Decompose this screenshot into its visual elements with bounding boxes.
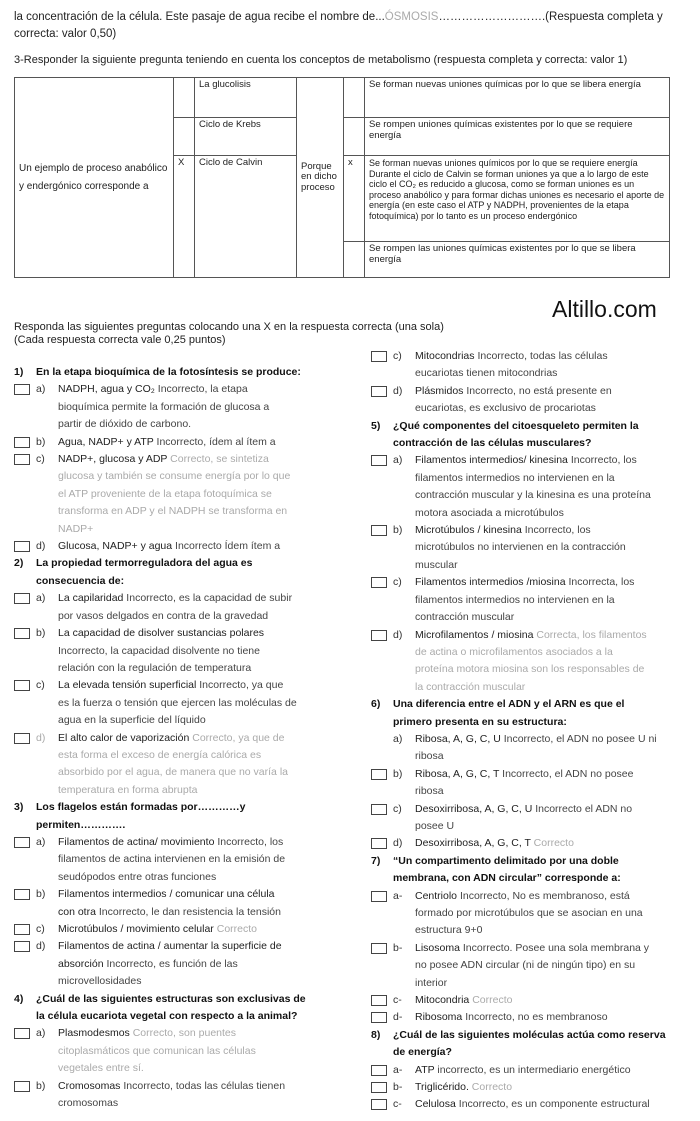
option-4d[interactable]: d) Plásmidos Incorrecto, no está presente en eucariotas, es exclusivo de procariotas [371, 383, 691, 418]
question-7: 7) “Un compartimento delimitado por una doble membrana, con ADN circular” corresponde a: [371, 854, 621, 885]
option-7a[interactable]: a- Centriolo Incorrecto, No es membranoso, está formado por microtúbulos que se asocian en una estructura 9+0 [371, 888, 691, 940]
checkbox[interactable] [14, 941, 30, 952]
checkbox[interactable] [14, 593, 30, 604]
option-3b[interactable]: b) Filamentos intermedios / comunicar una célula con otra Incorrecto, le dan resistencia la tensión [14, 886, 329, 921]
reason-text: Se rompen las uniones químicas existentes por lo que se libera energía [365, 242, 670, 278]
checkbox[interactable] [371, 455, 387, 466]
question-8: 8) ¿Cuál de las siguientes moléculas actúa como reserva de energía? [371, 1028, 666, 1059]
option-8a[interactable]: a- ATP incorrecto, es un intermediario energético [371, 1062, 691, 1079]
checkbox[interactable] [371, 1082, 387, 1093]
reason-mark[interactable]: x [344, 156, 365, 242]
question-3: 3) Los flagelos están formadas por…………y permiten…………. [14, 801, 246, 831]
checkbox[interactable] [371, 1012, 387, 1023]
reason-text: Se forman nuevas uniones químicos por lo que se requiere energía Durante el ciclo de Calvin se forman uniones ya que a lo largo de este ciclo el CO₂ es reducido a glucosa, como se forman uniones es un proceso anabólico y para formar dichas uniones es necesario el aporte de energía (en este caso el ATP y NADPH, provenientes de la etapa fotoquímica) por lo tanto es un proceso endergónico [365, 156, 670, 242]
checkbox[interactable] [371, 630, 387, 641]
process-mark[interactable]: X [174, 156, 195, 278]
checkbox[interactable] [371, 577, 387, 588]
question-1: 1) En la etapa bioquímica de la fotosíntesis se produce: [14, 366, 301, 378]
checkbox[interactable] [371, 804, 387, 815]
option-3c[interactable]: c) Microtúbulos / movimiento celular Correcto [14, 921, 329, 938]
header-line-1 [14, 9, 663, 25]
checkbox[interactable] [371, 943, 387, 954]
option-5b[interactable]: b) Microtúbulos / kinesina Incorrecto, los microtúbulos no intervienen en la contracción muscular [371, 522, 691, 574]
checkbox[interactable] [371, 525, 387, 536]
checkbox[interactable] [14, 454, 30, 465]
reason-text: Se rompen uniones químicas existentes por lo que se requiere energía [365, 118, 670, 156]
checkbox[interactable] [371, 1065, 387, 1076]
checkbox[interactable] [371, 995, 387, 1006]
option-6d[interactable]: d) Desoxirribosa, A, G, C, T Correcto [371, 835, 691, 852]
option-2a[interactable]: a) La capilaridad Incorrecto, es la capacidad de subir por vasos delgados en contra de la gravedad [14, 590, 329, 625]
option-1a[interactable]: a) NADPH, agua y CO₂ Incorrecto, la etapa bioquímica permite la formación de glucosa a partir de dióxido de carbono. [14, 381, 329, 433]
table-middle-cell: Porque en dicho proceso [297, 78, 344, 278]
question-5: 5) ¿Qué componentes del citoesqueleto permiten la contracción de las células musculares? [371, 419, 639, 450]
option-6a[interactable]: a) Ribosa, A, G, C, U Incorrecto, el ADN no posee U ni ribosa [393, 732, 657, 763]
checkbox[interactable] [14, 384, 30, 395]
option-2b[interactable]: b) La capacidad de disolver sustancias polares Incorrecto, la capacidad disolvente no tiene relación con la regulación de temperatura [14, 625, 329, 677]
reason-mark[interactable] [344, 242, 365, 278]
option-5c[interactable]: c) Filamentos intermedios /miosina Incorrecta, los filamentos intermedios no intervienen en la contracción muscular [371, 574, 691, 626]
process-mark[interactable] [174, 118, 195, 156]
option-1b[interactable]: b) Agua, NADP+ y ATP Incorrecto, ídem al ítem a [14, 434, 329, 451]
checkbox[interactable] [14, 541, 30, 552]
question-6: 6) Una diferencia entre el ADN y el ARN es que el primero presenta en su estructura: [371, 698, 625, 728]
option-7d[interactable]: d- Ribosoma Incorrecto, no es membranoso [371, 1009, 691, 1026]
left-column [14, 364, 329, 1112]
table-left-cell: Un ejemplo de proceso anabólico y endergónico corresponde a [15, 78, 174, 278]
option-8c[interactable]: c- Celulosa Incorrecto, es un componente estructural [371, 1096, 691, 1113]
process-mark[interactable] [174, 78, 195, 118]
option-2d[interactable]: d) El alto calor de vaporización Correcto, ya que de esta forma el exceso de energía calórica es absorbido por el agua, de manera que no varía la temperatura en forma abrupta [14, 730, 329, 800]
brand-logo: Altillo.com [552, 296, 657, 322]
checkbox[interactable] [14, 924, 30, 935]
reason-text: Se forman nuevas uniones químicas por lo que se libera energía [365, 78, 670, 118]
process-name: Ciclo de Calvin [195, 156, 297, 278]
right-column [371, 348, 691, 1114]
process-name: Ciclo de Krebs [195, 118, 297, 156]
option-6c[interactable]: c) Desoxirribosa, A, G, C, U Incorrecto el ADN no posee U [371, 801, 691, 836]
checkbox[interactable] [14, 680, 30, 691]
intro-line-1: Responda las siguientes preguntas colocando una X en la respuesta correcta (una sola) [14, 321, 444, 333]
question-2: 2) La propiedad termorreguladora del agua es consecuencia de: [14, 557, 253, 587]
process-name: La glucolisis [195, 78, 297, 118]
option-7c[interactable]: c- Mitocondria Correcto [371, 992, 691, 1009]
option-3d[interactable]: d) Filamentos de actina / aumentar la superficie de absorción Incorrecto, es función de las microvellosidades [14, 938, 329, 990]
option-3a[interactable]: a) Filamentos de actina/ movimiento Incorrecto, los filamentos de actina intervienen en la emisión de seudópodos entre otras funciones [14, 834, 329, 886]
checkbox[interactable] [371, 1099, 387, 1110]
question-3-instruction: 3-Responder la siguiente pregunta teniendo en cuenta los conceptos de metabolismo (respuesta completa y correcta: valor 1) [14, 54, 628, 66]
option-5d[interactable]: d) Microfilamentos / miosina Correcta, los filamentos de actina o microfilamentos asociados a la proteína motora miosina son los responsables de la contracción muscular [371, 627, 691, 697]
option-4a[interactable]: a) Plasmodesmos Correcto, son puentes citoplasmáticos que comunican las células vegetales entre sí. [14, 1025, 329, 1077]
checkbox[interactable] [371, 386, 387, 397]
reason-mark[interactable] [344, 118, 365, 156]
question-4: 4) ¿Cuál de las siguientes estructuras son exclusivas de la célula eucariota vegetal con respecto a la animal? [14, 992, 306, 1023]
option-1c[interactable]: c) NADP+, glucosa y ADP Correcto, se sintetiza glucosa y también se consume energía por lo que el ATP proveniente de la etapa fotoquímica se transforma en ADP y el NADPH se transforma en NADP+ [14, 451, 329, 538]
header-text: la concentración de la célula. Este pasaje de agua recibe el nombre de... [14, 11, 385, 23]
checkbox[interactable] [14, 437, 30, 448]
reason-mark[interactable] [344, 78, 365, 118]
option-4b[interactable]: b) Cromosomas Incorrecto, todas las células tienen cromosomas [14, 1078, 329, 1113]
option-5a[interactable]: a) Filamentos intermedios/ kinesina Incorrecto, los filamentos intermedios no intervienen en la contracción muscular y la kinesina es una proteína motora asociada a microtúbulos [371, 452, 691, 522]
option-8b[interactable]: b- Triglicérido. Correcto [371, 1079, 691, 1096]
header-line-2: correcta: valor 0,50) [14, 28, 117, 40]
checkbox[interactable] [14, 733, 30, 744]
checkbox[interactable] [14, 1081, 30, 1092]
checkbox[interactable] [371, 351, 387, 362]
option-4c[interactable]: c) Mitocondrias Incorrecto, todas las células eucariotas tienen mitocondrias [371, 348, 691, 383]
checkbox[interactable] [14, 889, 30, 900]
checkbox[interactable] [371, 838, 387, 849]
checkbox[interactable] [14, 628, 30, 639]
intro-line-2: (Cada respuesta correcta vale 0,25 puntos) [14, 334, 226, 346]
option-2c[interactable]: c) La elevada tensión superficial Incorrecto, ya que es la fuerza o tensión que ejercen las moléculas de agua en la superficie del líquido [14, 677, 329, 729]
option-6b[interactable]: b) Ribosa, A, G, C, T Incorrecto, el ADN no posee ribosa [371, 766, 691, 801]
option-7b[interactable]: b- Lisosoma Incorrecto. Posee una sola membrana y no posee ADN circular (ni de ningún tipo) en su interior [371, 940, 691, 992]
checkbox[interactable] [371, 769, 387, 780]
checkbox[interactable] [14, 837, 30, 848]
answer-word: ÓSMOSIS [384, 11, 439, 23]
checkbox[interactable] [371, 891, 387, 902]
metabolism-table [14, 77, 670, 278]
header-text-end: ……………………….(Respuesta completa y [438, 11, 663, 23]
checkbox[interactable] [14, 1028, 30, 1039]
option-1d[interactable]: d) Glucosa, NADP+ y agua Incorrecto Ídem ítem a [14, 538, 329, 555]
